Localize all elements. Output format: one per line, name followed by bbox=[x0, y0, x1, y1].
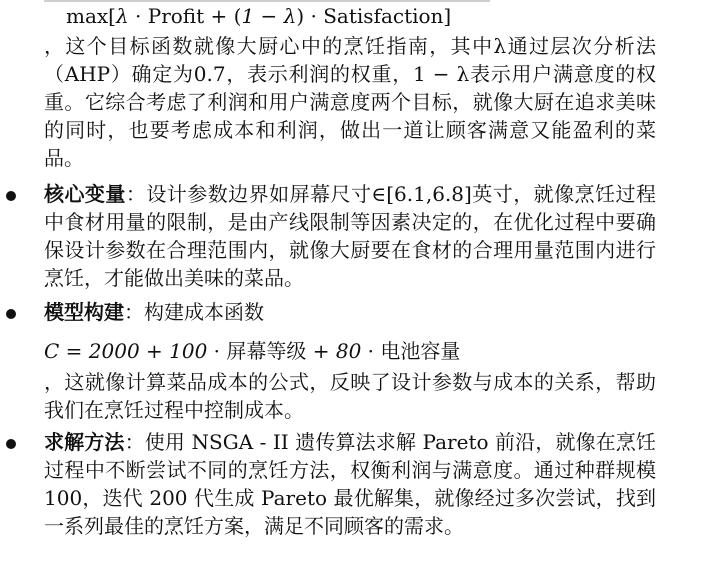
bullet-text: 使用 NSGA - II 遗传算法求解 Pareto 前沿，就像在烹饪过程中不断尝试不同的烹饪方法，权衡利润与满意度。通过种群规模 100，迭代 200 代生成 Pareto 最优解集，就像经过多次尝试，找到一系列最佳的烹饪方案，满足不同顾客的需求。 bbox=[44, 430, 657, 538]
formula-lambda: λ bbox=[115, 4, 129, 28]
bullet-dot bbox=[6, 191, 16, 201]
formula-mid2: ) · Satisfaction] bbox=[296, 4, 452, 28]
formula-mid1: · Profit + ( bbox=[128, 4, 242, 28]
bullet-text: 设计参数边界如屏幕尺寸∈[6.1,6.8]英寸，就像烹饪过程中食材用量的限制，是由产线限制等因素决定的，在优化过程中要确保设计参数在合理范围内，就像大厨要在食材的合理用量范围内进行烹饪，才能做出美味的菜品。 bbox=[44, 182, 656, 290]
cost-term2: · 电池容量 bbox=[361, 339, 461, 363]
objective-formula bbox=[66, 2, 451, 30]
cost-coef: 80 bbox=[335, 339, 362, 363]
bullet-sep: ： bbox=[124, 430, 145, 454]
bullet-model-building bbox=[44, 298, 656, 326]
bullet-dot bbox=[6, 439, 16, 449]
bullet-core-variables bbox=[44, 180, 656, 292]
formula-prefix: max[ bbox=[66, 4, 116, 28]
cost-term1: · 屏幕等级 + bbox=[207, 339, 336, 363]
bullet-text: 构建成本函数 bbox=[144, 300, 264, 324]
formula-one-minus: 1 − λ bbox=[241, 4, 297, 28]
objective-explanation: ，这个目标函数就像大厨心中的烹饪指南，其中λ通过层次分析法（AHP）确定为0.7，表示利润的权重，1 − λ表示用户满意度的权重。它综合考虑了利润和用户满意度两个目标，就像大厨在追求美味的同时，也要考虑成本和利润，做出一道让顾客满意又能盈利的菜品。 bbox=[44, 34, 656, 170]
cost-explanation: ，这就像计算菜品成本的公式，反映了设计参数与成本的关系，帮助我们在烹饪过程中控制成本。 bbox=[44, 370, 656, 422]
cost-formula bbox=[44, 337, 460, 365]
bullet-solution-method bbox=[44, 428, 656, 540]
cost-lhs: C = 2000 + 100 bbox=[44, 339, 208, 363]
bullet-label: 核心变量 bbox=[44, 182, 126, 206]
bullet-label: 模型构建 bbox=[44, 300, 124, 324]
bullet-sep: ： bbox=[124, 300, 144, 324]
bullet-sep: ： bbox=[125, 182, 147, 206]
bullet-dot bbox=[6, 309, 16, 319]
bullet-label: 求解方法 bbox=[44, 430, 125, 454]
